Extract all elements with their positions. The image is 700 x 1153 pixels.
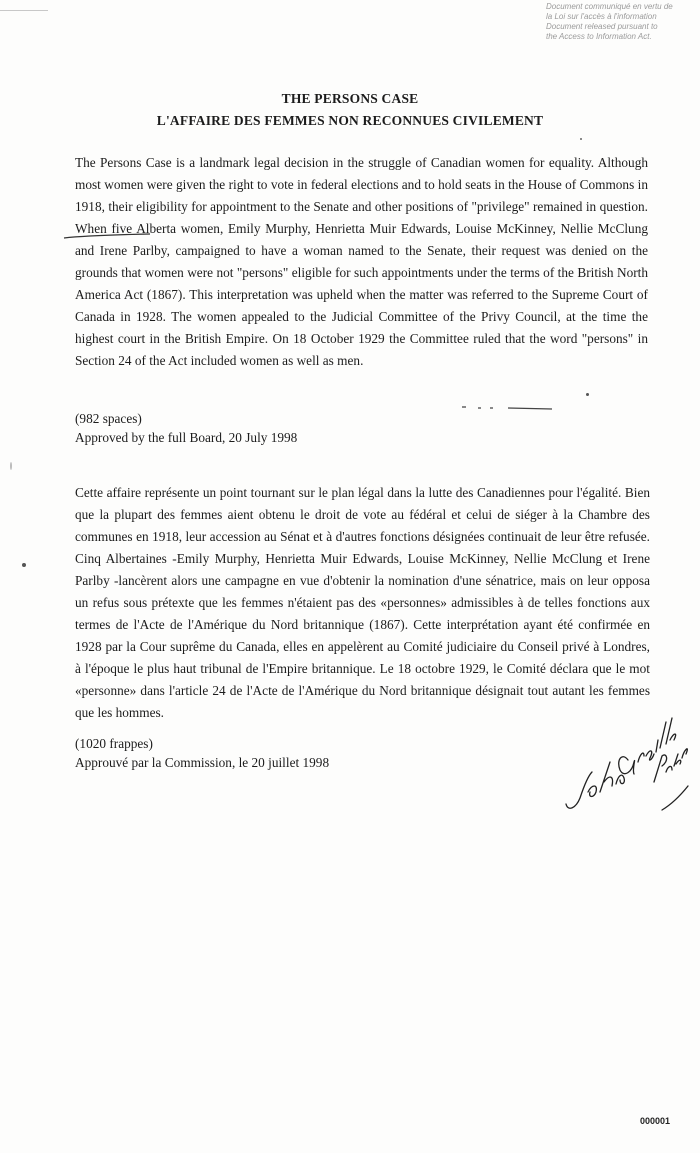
stamp-line: Document released pursuant to [546, 22, 658, 31]
document-number: 000001 [639, 1116, 670, 1126]
stamp-line: Document communiqué en vertu de [546, 2, 673, 11]
english-character-count: (982 spaces) [75, 411, 142, 426]
stamp-line: the Access to Information Act. [546, 32, 652, 41]
scan-speck [10, 462, 12, 470]
access-to-information-stamp [546, 2, 696, 42]
french-approval-note: Approuvé par la Commission, le 20 juillet 1998 [75, 755, 330, 770]
french-paragraph: Cette affaire représente un point tournant sur le plan légal dans la lutte des Canadiennes pour l'égalité. Bien que la plupart des femmes aient obtenu le droit de vote au fédéral et celui de siéger à la Chambre des communes en 1918, leur accession au Sénat et à d'autres fonctions désignées continuait de leur être refusée. Cinq Albertaines -Emily Murphy, Henrietta Muir Edwards, Louise McKinney, Nellie McClung et Irene Parlby -lancèrent alors une campagne en vue d'obtenir la nomination d'une sénatrice, mais on leur opposa un refus sous prétexte que les femmes n'étaient pas des «personnes» admissibles à de telles fonctions aux termes de l'Acte de l'Amérique du Nord britannique (1867). Cette interprétation ayant été confirmée en 1928 par la Cour suprême du Canada, elles en appelèrent au Comité judiciaire du Conseil privé à Londres, à l'époque le plus haut tribunal de l'Empire britannique. Le 18 octobre 1929, le Comité déclara que le mot «personne» dans l'article 24 de l'Acte de l'Amérique du Nord britannique désignait tout autant les femmes que les hommes. [75, 485, 650, 720]
document-title-french: L'AFFAIRE DES FEMMES NON RECONNUES CIVILEMENT [156, 113, 544, 128]
english-approval-note: Approved by the full Board, 20 July 1998 [75, 430, 298, 445]
scan-speck [586, 393, 589, 396]
french-character-count: (1020 frappes) [75, 736, 153, 751]
scan-speck [580, 138, 582, 140]
document-title-english: THE PERSONS CASE [281, 91, 419, 106]
handwritten-signature [562, 700, 692, 820]
stamp-line: la Loi sur l'accès à l'information [546, 12, 657, 21]
scan-mark-line [0, 10, 48, 11]
scan-speck [22, 563, 26, 567]
handwritten-underline-mark [62, 232, 152, 240]
handwritten-dash-mark [460, 403, 555, 413]
english-paragraph: The Persons Case is a landmark legal decision in the struggle of Canadian women for equality. Although most women were given the right to vote in federal elections and to hold seats in the House of Commons in 1918, their eligibility for appointment to the Senate and other positions of "privilege" remained in question. When five Alberta women, Emily Murphy, Henrietta Muir Edwards, Louise McKinney, Nellie McClung and Irene Parlby, campaigned to have a woman named to the Senate, their request was denied on the grounds that women were not "persons" eligible for such appointments under the terms of the British North America Act (1867). This interpretation was upheld when the matter was referred to the Supreme Court of Canada in 1928. The women appealed to the Judicial Committee of the Privy Council, at the time the highest court in the British Empire. On 18 October 1929 the Committee ruled that the word "persons" in Section 24 of the Act included women as well as men. [75, 155, 648, 368]
